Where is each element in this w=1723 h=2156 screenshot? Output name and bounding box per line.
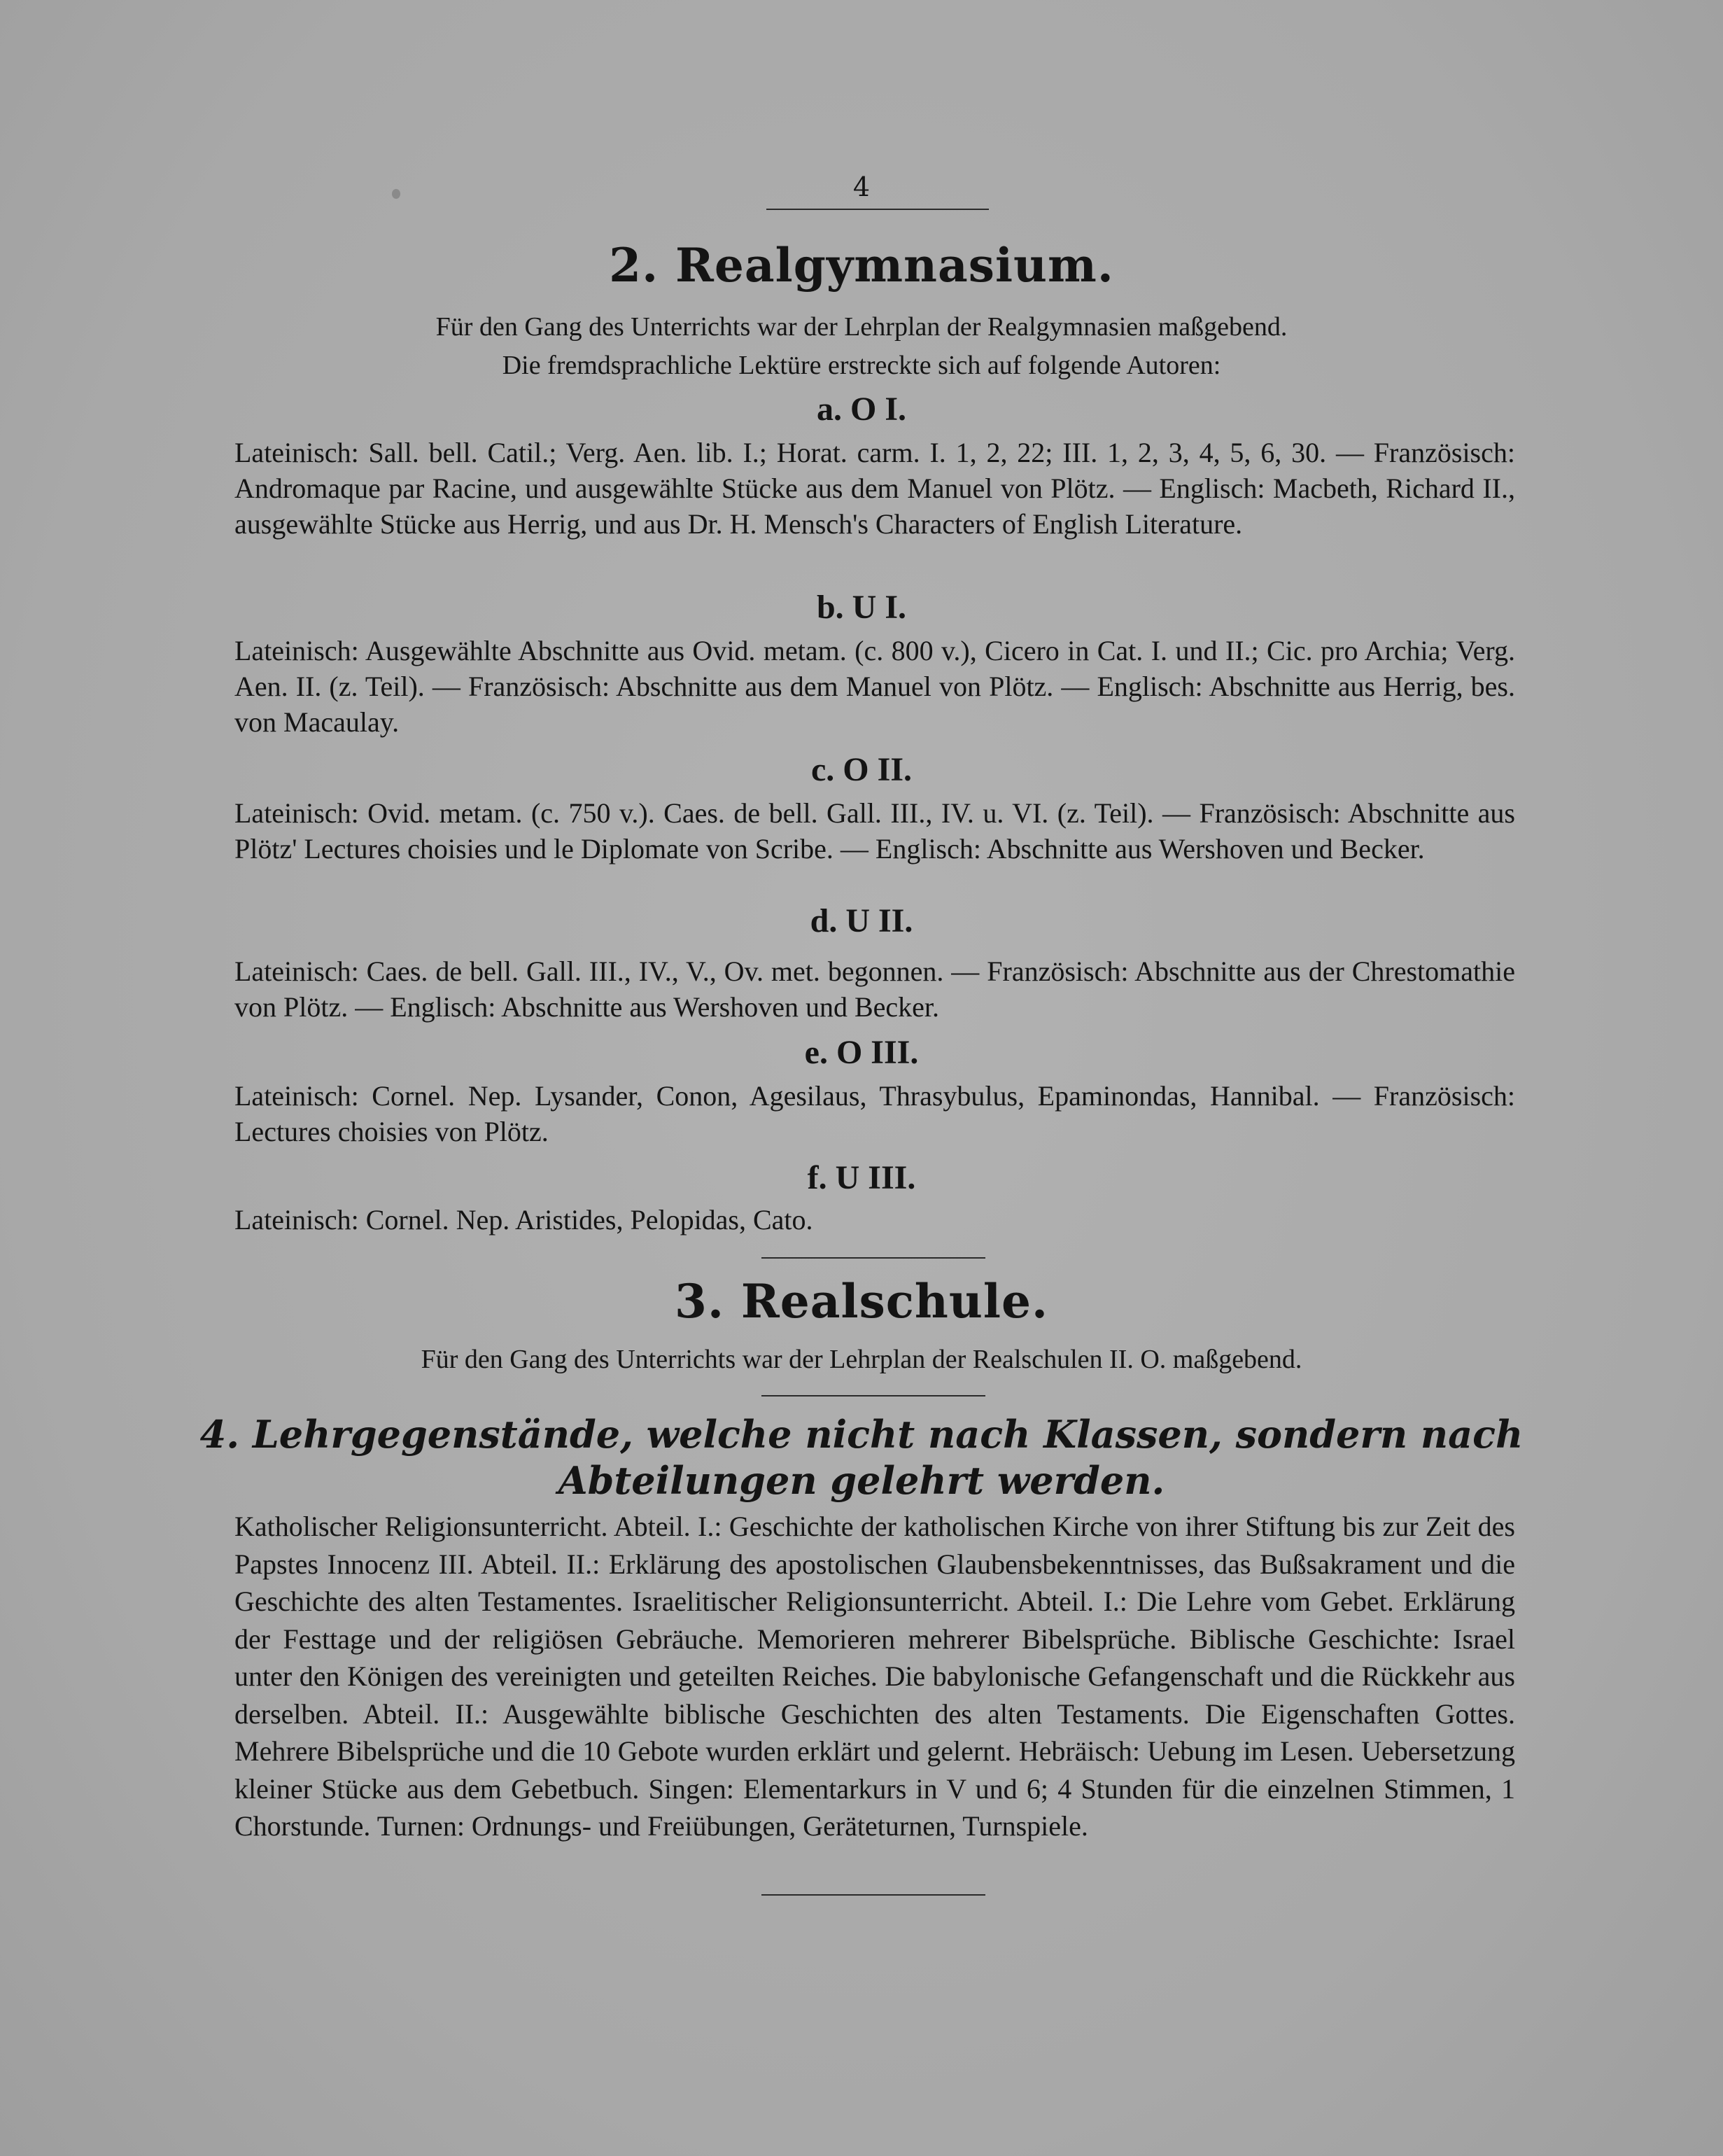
class-heading-u1: b. U I. bbox=[816, 589, 907, 626]
section-4-title-line-1: 4. Lehrgegenstände, welche nicht nach Klassen, sondern nach bbox=[199, 1412, 1524, 1457]
class-heading-u3: f. U III. bbox=[807, 1159, 916, 1196]
top-divider bbox=[766, 209, 989, 210]
bottom-divider bbox=[761, 1894, 985, 1896]
class-text-o3: Lateinisch: Cornel. Nep. Lysander, Conon, Agesilaus, Thrasybulus, Epaminondas, Hannibal. — Französisch: Lectures choisies von Plötz. bbox=[234, 1080, 1515, 1147]
class-text-u1: Lateinisch: Ausgewählte Abschnitte aus Ovid. metam. (c. 800 v.), Cicero in Cat. I. und II.; Cic. pro Archia; Verg. Aen. II. (z. Teil). — Französisch: Abschnitte aus dem Manuel von Plötz. — Englisch: Abschnitte aus Herrig, bes. von Macaulay. bbox=[234, 635, 1515, 738]
class-heading-o3: e. O III. bbox=[804, 1034, 919, 1071]
section-2-title: 2. Realgymnasium. bbox=[609, 238, 1114, 293]
section-2-intro-2: Die fremdsprachliche Lektüre erstreckte sich auf folgende Autoren: bbox=[502, 351, 1221, 380]
class-heading-o1: a. O I. bbox=[816, 391, 906, 428]
page-number: 4 bbox=[852, 172, 871, 202]
section-2-intro-1: Für den Gang des Unterrichts war der Lehrplan der Realgymnasien maßgebend. bbox=[435, 312, 1288, 342]
class-text-u3: Lateinisch: Cornel. Nep. Aristides, Pelopidas, Cato. bbox=[234, 1204, 813, 1236]
section-4-text: Katholischer Religionsunterricht. Abteil. I.: Geschichte der katholischen Kirche von ihrer Stiftung bis zur Zeit des Papstes Innocenz III. Abteil. II.: Erklärung des apostolischen Glaubensbekenntnisses, das Bußsakrament und die Geschichte des alten Testamentes. Israelitischer Religionsunterricht. Abteil. I.: Die Lehre vom Gebet. Erklärung der Festtage und der religiösen Gebräuche. Memorieren mehrerer Bibelsprüche. Biblische Geschichte: Israel unter den Königen des vereinigten und geteilten Reiches. Die babylonische Gefangenschaft und die Rückkehr aus derselben. Abteil. II.: Ausgewählte biblische Geschichten des alten Testaments. Die Eigenschaften Gottes. Mehrere Bibelsprüche und die 10 Gebote wurden erklärt und gelernt. Hebräisch: Uebung im Lesen. Uebersetzung kleiner Stücke aus dem Gebetbuch. Singen: Elementarkurs in V und 6; 4 Stunden für die einzelnen Stimmen, 1 Chorstunde. Turnen: Ordnungs- und Freiübungen, Geräteturnen, Turnspiele. bbox=[234, 1511, 1515, 1842]
class-text-o2: Lateinisch: Ovid. metam. (c. 750 v.). Caes. de bell. Gall. III., IV. u. VI. (z. Teil). — Französisch: Abschnitte aus Plötz' Lectures choisies und le Diplomate von Scribe. — Englisch: Abschnitte aus Wershoven und Becker. bbox=[234, 797, 1515, 864]
class-text-o1: Lateinisch: Sall. bell. Catil.; Verg. Aen. lib. I.; Horat. carm. I. 1, 2, 22; III. 1, 2, 3, 4, 5, 6, 30. — Französisch: Andromaque par Racine, und ausgewählte Stücke aus dem Manuel von Plötz. — Englisch: Macbeth, Richard II., ausgewählte Stücke aus Herrig, und aus Dr. H. Mensch's Characters of English Literature. bbox=[234, 437, 1515, 540]
class-heading-u2: d. U II. bbox=[810, 902, 913, 939]
section-4-title-line-2: Abteilungen gelehrt werden. bbox=[558, 1458, 1165, 1503]
section-3-title: 3. Realschule. bbox=[675, 1274, 1048, 1329]
section-3-divider bbox=[761, 1395, 985, 1396]
class-heading-o2: c. O II. bbox=[811, 751, 912, 788]
class-text-u2: Lateinisch: Caes. de bell. Gall. III., IV., V., Ov. met. begonnen. — Französisch: Abschnitte aus der Chrestomathie von Plötz. — Englisch: Abschnitte aus Wershoven und Becker. bbox=[234, 955, 1515, 1023]
section-3-intro: Für den Gang des Unterrichts war der Lehrplan der Realschulen II. O. maßgebend. bbox=[421, 1345, 1302, 1374]
section-2-divider bbox=[761, 1257, 985, 1259]
